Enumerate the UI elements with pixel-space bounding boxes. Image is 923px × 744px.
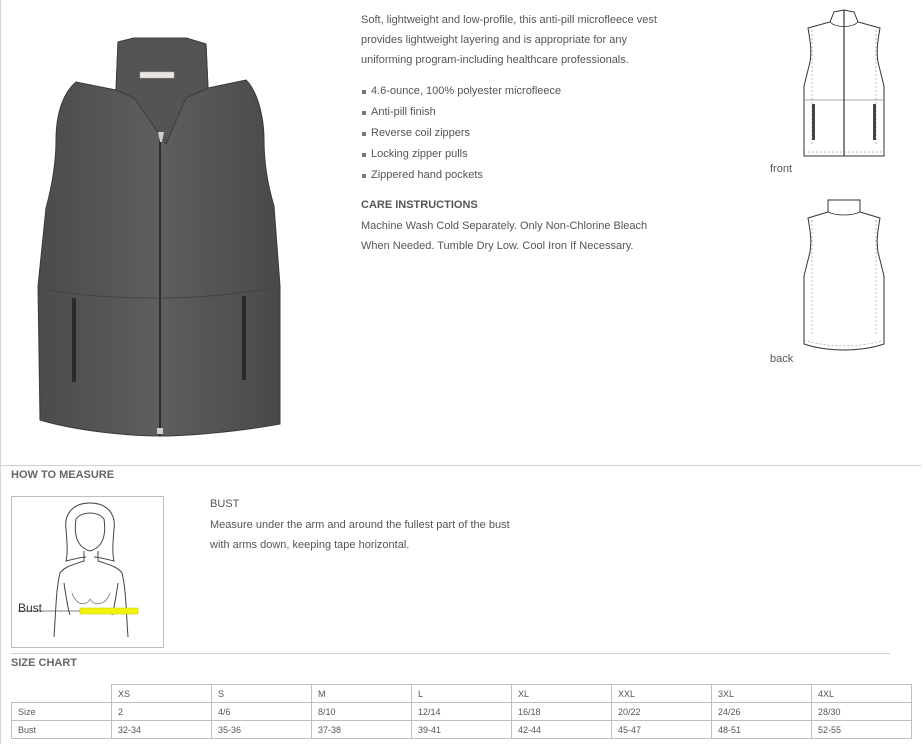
- vest-photo: [36, 36, 286, 440]
- feature-item: Reverse coil zippers: [361, 123, 561, 144]
- table-cell: 8/10: [312, 703, 412, 721]
- table-row: [12, 721, 912, 739]
- woman-figure: [12, 497, 163, 647]
- flat-back-label: back: [770, 353, 794, 365]
- feature-item: 4.6-ounce, 100% polyester microfleece: [361, 81, 561, 102]
- figure-bust-label: Bust: [18, 601, 43, 615]
- product-description: Soft, lightweight and low-profile, this anti-pill microfleece vest provides lightweight layering and is appropriate for any uniforming program-including healthcare professionals.: [361, 14, 657, 66]
- section-divider: [0, 465, 921, 466]
- feature-list: [361, 81, 561, 186]
- vest-flat-back: [800, 196, 888, 356]
- table-cell: 28/30: [812, 703, 912, 721]
- size-header-cell: XL: [512, 685, 612, 703]
- table-corner-cell: [12, 685, 112, 703]
- table-cell: 12/14: [412, 703, 512, 721]
- table-cell: 24/26: [712, 703, 812, 721]
- size-header-cell: L: [412, 685, 512, 703]
- size-header-cell: 4XL: [812, 685, 912, 703]
- care-instructions-heading: CARE INSTRUCTIONS: [361, 199, 478, 211]
- size-header-cell: S: [212, 685, 312, 703]
- vest-flat-front: [800, 6, 888, 162]
- table-row: [12, 703, 912, 721]
- measure-illustration: [11, 496, 164, 648]
- table-cell: 42-44: [512, 721, 612, 739]
- size-header-cell: 3XL: [712, 685, 812, 703]
- bust-instructions: Measure under the arm and around the fullest part of the bust with arms down, keeping tape horizontal.: [210, 519, 510, 551]
- table-cell: 37-38: [312, 721, 412, 739]
- table-cell: 20/22: [612, 703, 712, 721]
- table-header-row: [12, 685, 912, 703]
- table-cell: 45-47: [612, 721, 712, 739]
- table-cell: 52-55: [812, 721, 912, 739]
- size-header-cell: XS: [112, 685, 212, 703]
- table-cell: 48-51: [712, 721, 812, 739]
- neck-tag: [140, 72, 174, 78]
- feature-item: Locking zipper pulls: [361, 144, 561, 165]
- table-cell: 4/6: [212, 703, 312, 721]
- section-divider: [11, 653, 890, 654]
- bust-heading: BUST: [210, 498, 240, 510]
- row-label-cell: Size: [12, 703, 112, 721]
- table-cell: 35-36: [212, 721, 312, 739]
- table-cell: 16/18: [512, 703, 612, 721]
- table-cell: 2: [112, 703, 212, 721]
- table-cell: 32-34: [112, 721, 212, 739]
- feature-item: Zippered hand pockets: [361, 165, 561, 186]
- measuring-tape: [80, 608, 138, 614]
- table-cell: 39-41: [412, 721, 512, 739]
- feature-item: Anti-pill finish: [361, 102, 561, 123]
- size-header-cell: M: [312, 685, 412, 703]
- page-left-border: [0, 0, 1, 744]
- size-chart-heading: SIZE CHART: [11, 657, 77, 669]
- care-instructions-text: Machine Wash Cold Separately. Only Non-Chlorine Bleach When Needed. Tumble Dry Low. Cool Iron If Necessary.: [361, 220, 648, 252]
- how-to-measure-heading: HOW TO MEASURE: [11, 469, 115, 481]
- size-chart-table: [11, 684, 912, 739]
- row-label-cell: Bust: [12, 721, 112, 739]
- size-header-cell: XXL: [612, 685, 712, 703]
- flat-front-label: front: [770, 163, 793, 175]
